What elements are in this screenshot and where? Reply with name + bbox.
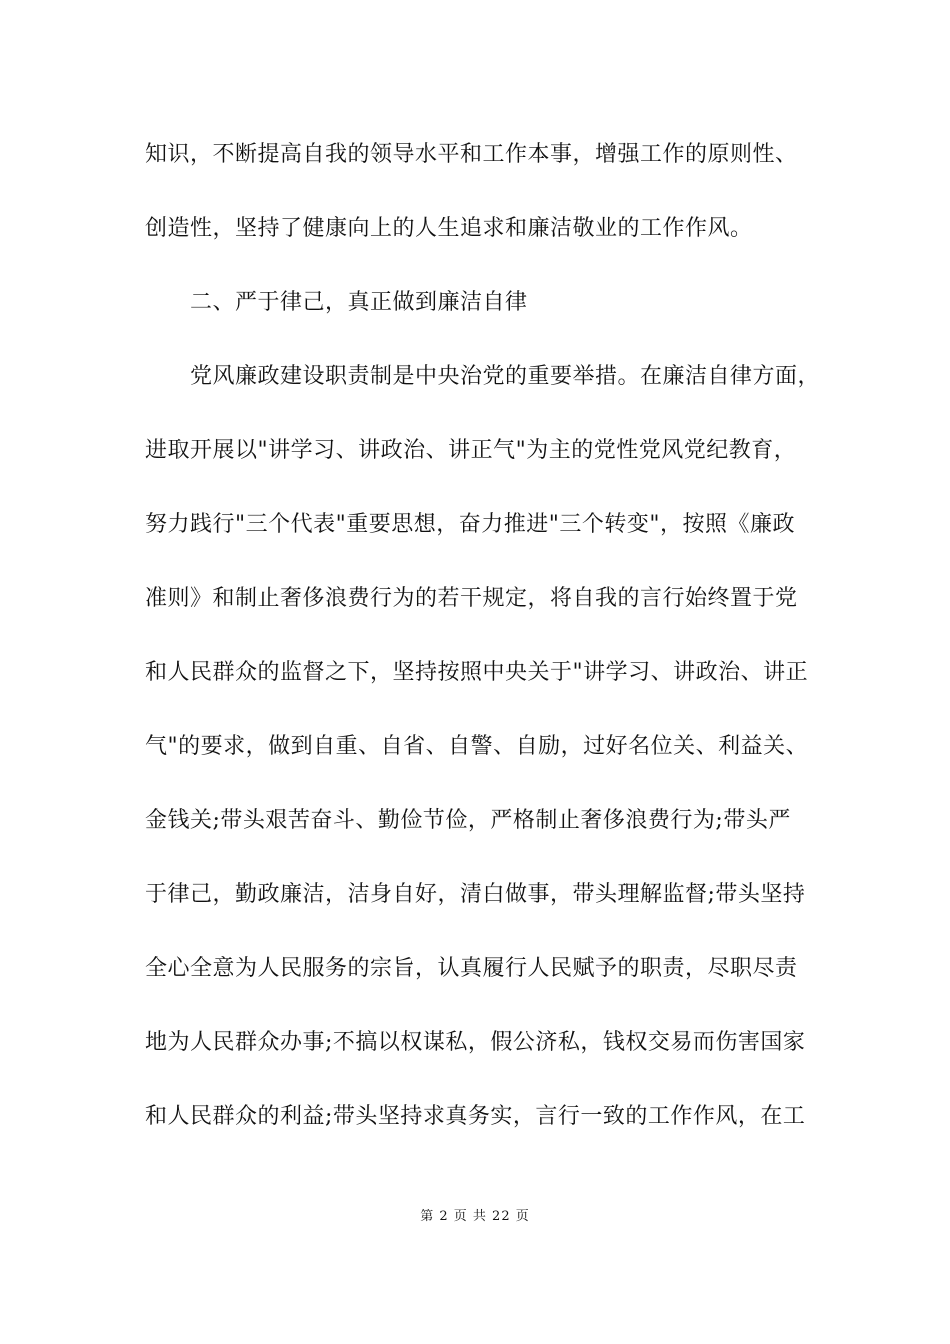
paragraph-1-line-2: 创造性，坚持了健康向上的人生追求和廉洁敬业的工作作风。	[145, 216, 753, 241]
paragraph-2-line-7: 金钱关;带头艰苦奋斗、勤俭节俭，严格制止奢侈浪费行为;带头严	[145, 808, 791, 833]
paragraph-2-line-9: 全心全意为人民服务的宗旨，认真履行人民赋予的职责，尽职尽责	[145, 956, 798, 981]
paragraph-2-line-8: 于律己，勤政廉洁，洁身自好，清白做事，带头理解监督;带头坚持	[145, 882, 806, 907]
paragraph-1-line-1: 知识，不断提高自我的领导水平和工作本事，增强工作的原则性、	[145, 142, 798, 167]
paragraph-2-line-10: 地为人民群众办事;不搞以权谋私，假公济私，钱权交易而伤害国家	[145, 1030, 806, 1055]
paragraph-2-line-4: 准则》和制止奢侈浪费行为的若干规定，将自我的言行始终置于党	[145, 586, 798, 611]
page-number-footer: 第 2 页 共 22 页	[420, 1209, 530, 1224]
paragraph-2-line-5: 和人民群众的监督之下，坚持按照中央关于"讲学习、讲政治、讲正	[145, 660, 809, 685]
paragraph-2-line-6: 气"的要求，做到自重、自省、自警、自励，过好名位关、利益关、	[145, 734, 809, 759]
paragraph-2-line-11: 和人民群众的利益;带头坚持求真务实，言行一致的工作作风，在工	[145, 1104, 806, 1129]
paragraph-2-line-3: 努力践行"三个代表"重要思想，奋力推进"三个转变"，按照《廉政	[145, 512, 795, 537]
paragraph-2-line-1: 党风廉政建设职责制是中央治党的重要举措。在廉洁自律方面，	[190, 364, 821, 389]
paragraph-2-line-2: 进取开展以"讲学习、讲政治、讲正气"为主的党性党风党纪教育，	[145, 438, 797, 463]
section-heading: 二、严于律己，真正做到廉洁自律	[190, 290, 528, 315]
